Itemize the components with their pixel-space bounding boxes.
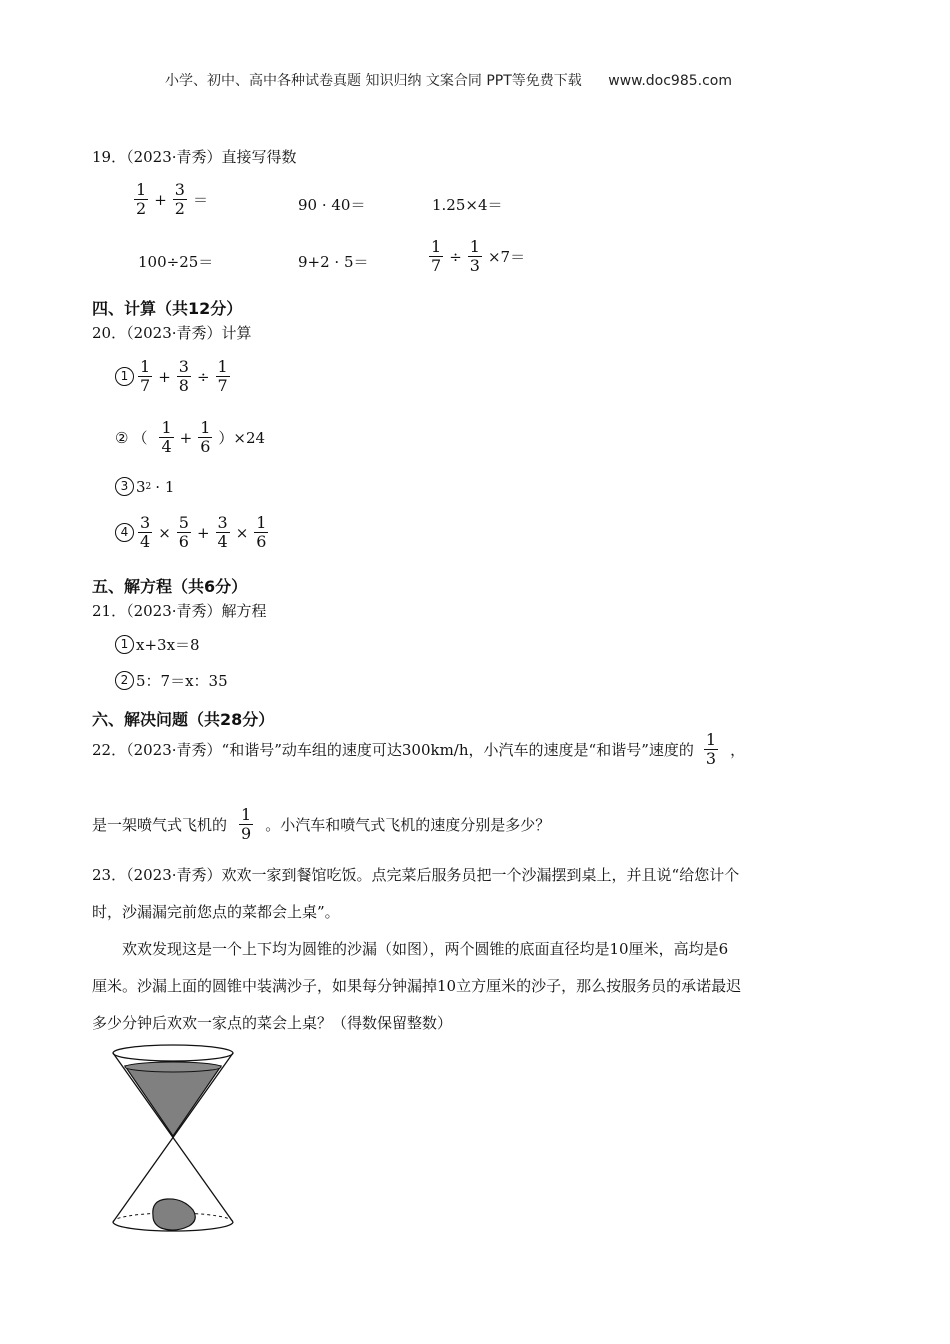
q19-item-1: $\frac{1}{2}$ + $\frac{3}{2}$ ＝ [136, 180, 208, 218]
q19-item-4: 100÷25＝ [138, 253, 214, 271]
q21-eq-1: 1 x+3x＝8 [115, 634, 200, 655]
question-23-line-2: 时，沙漏漏完前您点的菜都会上桌”。 [92, 903, 340, 921]
sand-surface [125, 1062, 221, 1072]
fraction: $\frac{1}{3}$ [469, 237, 480, 275]
question-22-line-1: 22．（2023·青秀）“和谐号”动车组的速度可达300km/h，小汽车的速度是“和谐号”速度的 $\frac{1}{3}$ ， [92, 730, 746, 768]
question-19-label: 19．（2023·青秀）直接写得数 [92, 148, 297, 166]
fraction: $\frac{3}{2}$ [174, 180, 185, 218]
sand-fill [125, 1062, 221, 1136]
fraction: $\frac{1}{9}$ [241, 805, 252, 843]
circled-number: 2 [115, 671, 134, 690]
q20-expr-4: 4 $\frac{3}{4}$ × $\frac{5}{6}$ + $\frac{3}{4}$ × $\frac{1}{6}$ [115, 514, 270, 551]
hourglass-figure [105, 1040, 245, 1235]
question-23-line-4: 厘米。沙漏上面的圆锥中装满沙子，如果每分钟漏掉10立方厘米的沙子，那么按服务员的承诺最迟 [92, 977, 742, 995]
top-base-ellipse [113, 1045, 233, 1061]
q19-item-5: 9+2 · 5＝ [298, 253, 369, 271]
circled-number: ② [115, 428, 129, 447]
q21-eq-2: 2 5：7＝x：35 [115, 670, 228, 691]
sand-pile [153, 1199, 195, 1230]
q19-item-3: 1.25×4＝ [432, 196, 503, 214]
circled-number: 1 [115, 367, 134, 386]
fraction: $\frac{1}{2}$ [136, 180, 147, 218]
q20-expr-2: ② （ $\frac{1}{4}$ + $\frac{1}{6}$ ）×24 [115, 418, 266, 456]
section-5-title: 五、解方程（共6分） [92, 577, 248, 596]
section-4-title: 四、计算（共12分） [92, 299, 243, 318]
section-6-title: 六、解决问题（共28分） [92, 710, 275, 729]
question-21-label: 21．（2023·青秀）解方程 [92, 602, 267, 620]
header-url: www.doc985.com [608, 73, 732, 89]
circled-number: 3 [115, 477, 134, 496]
fraction: $\frac{1}{7}$ [431, 237, 442, 275]
q20-expr-3: 3 3 2 · 1 [115, 477, 174, 496]
question-23-line-3: 欢欢发现这是一个上下均为圆锥的沙漏（如图），两个圆锥的底面直径均是10厘米，高均是6 [122, 940, 729, 958]
question-23-line-1: 23．（2023·青秀）欢欢一家到餐馆吃饭。点完菜后服务员把一个沙漏摆到桌上，并且说“给您计个 [92, 866, 740, 884]
q19-item-6: $\frac{1}{7}$ ÷ $\frac{1}{3}$ ×7＝ [431, 237, 526, 275]
circled-number: 4 [115, 523, 134, 542]
header-banner [165, 70, 732, 90]
fraction: $\frac{1}{3}$ [705, 730, 717, 768]
question-20-label: 20．（2023·青秀）计算 [92, 324, 252, 342]
q20-expr-1: 1 $\frac{1}{7}$ + $\frac{3}{8}$ ÷ $\frac{1}{7}$ [115, 358, 232, 395]
header-left-text: 小学、初中、高中各种试卷真题 知识归纳 文案合同 PPT等免费下载 [165, 73, 582, 89]
q19-item-2: 90 · 40＝ [298, 196, 366, 214]
question-22-line-2: 是一架喷气式飞机的 $\frac{1}{9}$ 。小汽车和喷气式飞机的速度分别是多少？ [92, 805, 551, 843]
question-23-line-5: 多少分钟后欢欢一家点的菜会上桌？（得数保留整数） [92, 1014, 453, 1032]
circled-number: 1 [115, 635, 134, 654]
